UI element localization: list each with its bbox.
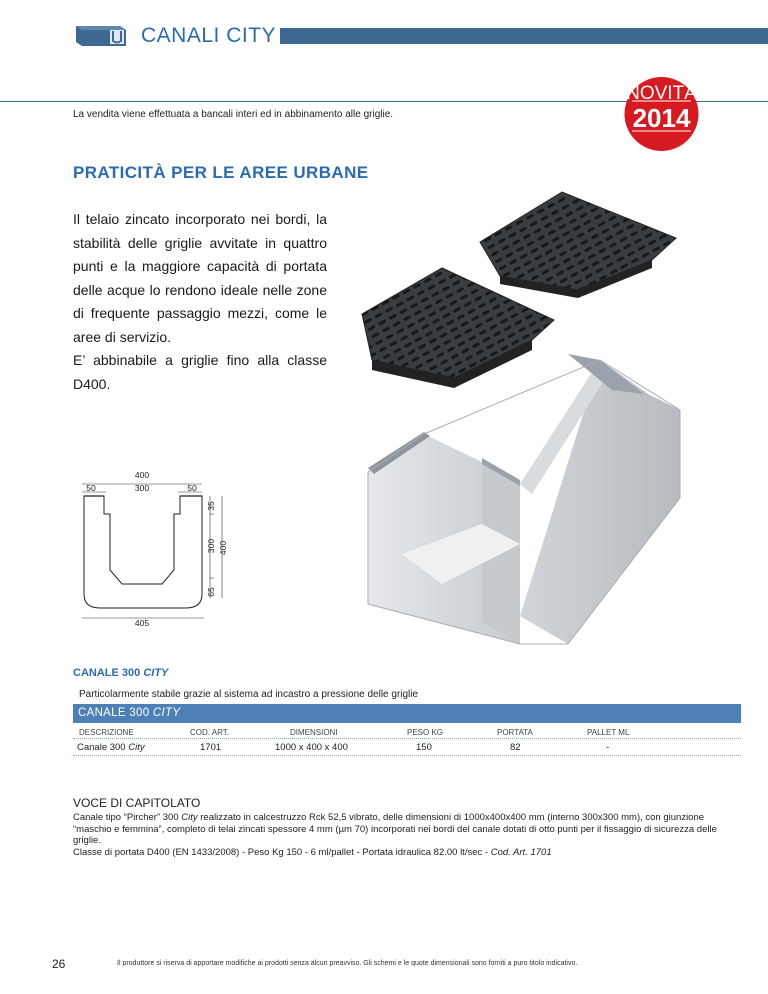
section-title: PRATICITÀ PER LE AREE URBANE (73, 163, 369, 182)
cell-descrizione-italic: City (128, 742, 145, 753)
product-heading (73, 667, 168, 679)
table-cell-pallet: - (606, 742, 610, 753)
table-title-italic: CITY (152, 707, 181, 719)
dim-base: 405 (134, 618, 150, 626)
table-header-cod-art: COD. ART. (190, 728, 229, 737)
sale-note: La vendita viene effettuata a bancali interi ed in abbinamento alle griglie. (73, 109, 394, 120)
table-cell-portata: 82 (510, 742, 521, 753)
description-paragraph: Il telaio zincato incorporato nei bordi, la stabilità delle griglie avvitate in quattro punti e la maggiore capacità di portata delle acque lo rendono ideale nelle zone di frequente passaggio mezzi, come le aree di servizio. (73, 211, 327, 345)
concrete-channel (368, 354, 680, 644)
footer-disclaimer: Il produttore si riserva di apportare modifiche ai prodotti senza alcun preavviso. Gli schemi e le quote dimensionali sono forniti a puro titolo indicativo. (117, 960, 578, 967)
table-header-descrizione: DESCRIZIONE (79, 728, 134, 737)
product-subtitle: Particolarmente stabile grazie al sistema ad incastro a pressione delle griglie (79, 689, 419, 700)
spec-text: Canale tipo “Pircher” 300 (73, 812, 179, 823)
table-header-dimensioni: DIMENSIONI (290, 728, 338, 737)
dim-inner-height: 300 (206, 538, 216, 554)
dim-left: 50 (86, 483, 96, 493)
grate-top (480, 192, 676, 298)
table-cell-dimensioni: 1000 x 400 x 400 (275, 742, 348, 753)
cell-descrizione-text: Canale 300 (77, 742, 126, 753)
table-header-peso: PESO KG (407, 728, 444, 737)
dim-top-total: 400 (134, 470, 150, 480)
table-cell-cod-art: 1701 (200, 742, 222, 753)
section-drawing (76, 466, 248, 626)
badge-year: 2014 (632, 103, 691, 133)
dim-total-height: 400 (218, 540, 228, 556)
table-title-text: CANALE 300 (78, 707, 150, 719)
product-heading-text: CANALE 300 (73, 667, 141, 679)
badge-novelty-label: NOVITÁ (626, 83, 697, 104)
page-number: 26 (52, 957, 66, 971)
dim-top-inner: 300 (134, 483, 150, 493)
table-header-portata: PORTATA (497, 728, 533, 737)
table-divider (73, 738, 741, 739)
spec-text-italic: Cod. Art. 1701 (490, 847, 552, 859)
table-title (78, 707, 180, 719)
table-header-pallet: PALLET ML (587, 728, 630, 737)
specification-paragraph (73, 812, 741, 847)
dim-bottom: 65 (206, 587, 216, 597)
table-cell-peso: 150 (416, 742, 432, 753)
channel-logo-icon (74, 22, 128, 48)
spec-text: Classe di portata D400 (EN 1433/2008) - Peso Kg 150 - 6 ml/pallet - Portata idraulica 82.00 lt/sec - (73, 847, 489, 859)
spec-text: realizzato in calcestruzzo Rck 52,5 vibrato, delle dimensioni di 1000x400x400 mm (interno 300x300 mm), con giunzione “maschio e femmina”, completo di telai zincati spessore 4 mm (µm 70) incorporati nei bordi del canale dotati di otto punti per il fissaggio di sicurezza delle griglie. (73, 812, 717, 847)
dim-right: 50 (187, 483, 197, 493)
header-bar (280, 28, 768, 44)
product-description (73, 208, 327, 396)
table-cell-descrizione (77, 742, 145, 753)
table-divider (73, 755, 741, 756)
specification-body (73, 812, 741, 859)
page-header-title: CANALI CITY (141, 24, 277, 47)
spec-text-italic: City (181, 812, 198, 823)
description-paragraph: E’ abbinabile a griglie fino alla classe D400. (73, 352, 327, 392)
specification-paragraph (73, 847, 741, 859)
dim-frame: 35 (206, 501, 216, 511)
product-heading-italic: CITY (143, 667, 169, 679)
specification-title: VOCE DI CAPITOLATO (73, 796, 201, 810)
product-image (332, 164, 710, 658)
